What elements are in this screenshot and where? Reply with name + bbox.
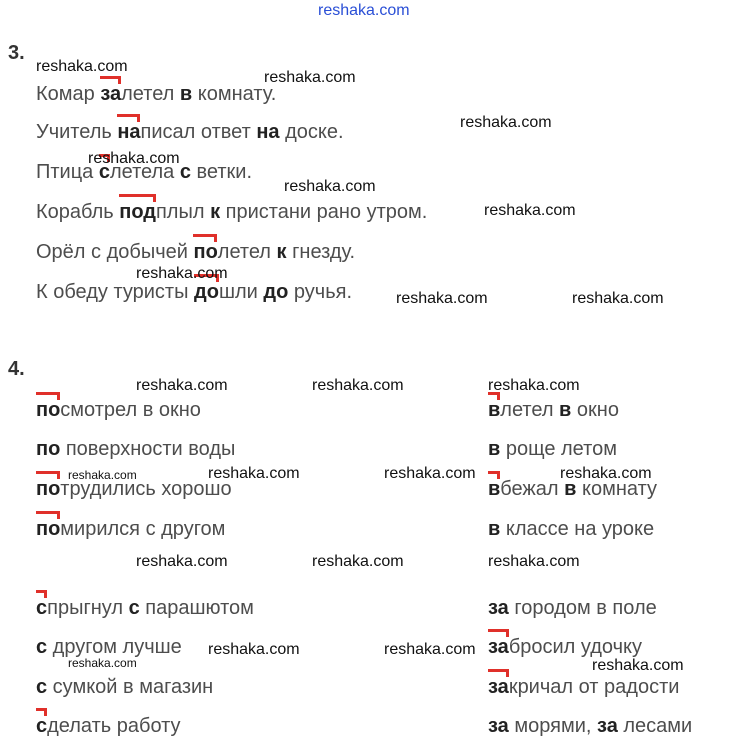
sentence-line [36, 675, 213, 699]
line-text: кричал от радости [508, 676, 680, 698]
sentence-line [36, 398, 201, 422]
prefix-mark [36, 708, 47, 716]
prefix-morpheme: в [488, 438, 501, 460]
line-text: летел [121, 83, 180, 105]
watermark: reshaka.com [36, 58, 128, 75]
prefix-mark [488, 669, 509, 677]
watermark: reshaka.com [312, 377, 404, 394]
line-text: бежал [500, 478, 565, 500]
watermark-top: reshaka.com [318, 2, 410, 19]
line-text: классе на уроке [500, 518, 655, 540]
preposition: до [263, 281, 289, 303]
line-text: Птица [36, 161, 99, 183]
preposition: с [179, 161, 191, 183]
sentence-line [36, 120, 344, 144]
watermark: reshaka.com [396, 290, 488, 307]
watermark: reshaka.com [136, 265, 228, 282]
line-text: летел [217, 241, 277, 263]
exercise-4-number: 4. [8, 358, 25, 380]
line-text: летела [109, 161, 180, 183]
line-text: окно [571, 399, 619, 421]
line-text: Учитель [36, 121, 118, 143]
prefix-morpheme: с [36, 636, 48, 658]
prefix-morpheme: в [488, 399, 501, 421]
line-text: ветки. [190, 161, 253, 183]
line-text: прыгнул [47, 597, 129, 619]
sentence-line [488, 437, 617, 461]
line-text: шли [218, 281, 264, 303]
sentence-line [36, 437, 235, 461]
sentence-line [488, 517, 654, 541]
watermark: reshaka.com [88, 150, 180, 167]
prefix-mark [488, 471, 500, 479]
line-text: трудились хорошо [60, 478, 232, 500]
watermark: reshaka.com [560, 465, 652, 482]
sentence-line [488, 675, 679, 699]
preposition: к [276, 241, 287, 263]
sentence-line [488, 596, 657, 620]
prefix-morpheme: с [36, 715, 48, 737]
sentence-line [36, 280, 352, 304]
line-text: сумкой в магазин [47, 676, 214, 698]
line-text: роще летом [500, 438, 617, 460]
watermark: reshaka.com [68, 656, 137, 670]
watermark: reshaka.com [572, 290, 664, 307]
prefix-morpheme: с [98, 161, 110, 183]
line-text: комнату. [192, 83, 277, 105]
prefix-mark [36, 590, 47, 598]
watermark: reshaka.com [284, 178, 376, 195]
sentence-line [488, 635, 642, 659]
line-text: К обеду туристы [36, 281, 195, 303]
prefix-mark [117, 114, 140, 122]
watermark: reshaka.com [384, 465, 476, 482]
sentence-line [488, 398, 619, 422]
prefix-mark [193, 234, 217, 242]
sentence-line [36, 714, 181, 738]
exercise-3-number: 3. [8, 42, 25, 64]
watermark: reshaka.com [460, 114, 552, 131]
prefix-mark [100, 76, 121, 84]
line-text: ручья. [288, 281, 353, 303]
watermark: reshaka.com [264, 69, 356, 86]
watermark: reshaka.com [68, 468, 137, 482]
prefix-morpheme: по [36, 438, 61, 460]
line-text: гнезду. [286, 241, 356, 263]
line-text: поверхности воды [60, 438, 236, 460]
prefix-morpheme: на [117, 121, 141, 143]
prefix-morpheme: в [488, 478, 501, 500]
prefix-morpheme: по [36, 399, 61, 421]
prefix-morpheme: до [194, 281, 219, 303]
sentence-line [36, 596, 254, 620]
watermark: reshaka.com [208, 465, 300, 482]
prefix-morpheme: с [36, 597, 48, 619]
watermark: reshaka.com [136, 553, 228, 570]
prefix-morpheme: за [488, 597, 509, 619]
preposition: с [128, 597, 140, 619]
watermark: reshaka.com [592, 657, 684, 674]
line-text: мирился с другом [60, 518, 226, 540]
prefix-morpheme: за [488, 636, 509, 658]
watermark: reshaka.com [488, 553, 580, 570]
sentence-line [36, 82, 276, 106]
preposition: в [564, 478, 577, 500]
line-text: морями, [508, 715, 598, 737]
prefix-morpheme: по [36, 518, 61, 540]
line-text: лесами [617, 715, 693, 737]
watermark: reshaka.com [136, 377, 228, 394]
watermark: reshaka.com [384, 641, 476, 658]
prefix-morpheme: по [36, 478, 61, 500]
prefix-morpheme: по [193, 241, 218, 263]
line-text: плыл [155, 201, 211, 223]
prefix-mark [36, 392, 60, 400]
prefix-mark [36, 471, 60, 479]
line-text: летел [500, 399, 560, 421]
prefix-morpheme: за [100, 83, 122, 105]
line-text: доске. [279, 121, 344, 143]
prefix-morpheme: в [488, 518, 501, 540]
preposition: в [559, 399, 572, 421]
sentence-line [36, 240, 355, 264]
watermark: reshaka.com [312, 553, 404, 570]
preposition: на [256, 121, 280, 143]
sentence-line [36, 200, 427, 224]
line-text: смотрел в окно [60, 399, 201, 421]
line-text: Комар [36, 83, 101, 105]
watermark: reshaka.com [488, 377, 580, 394]
prefix-mark [488, 629, 509, 637]
preposition: в [179, 83, 193, 105]
sentence-line [488, 714, 692, 738]
watermark: reshaka.com [208, 641, 300, 658]
line-text: другом лучше [47, 636, 182, 658]
line-text: Корабль [36, 201, 120, 223]
line-text: делать работу [47, 715, 181, 737]
watermark: reshaka.com [484, 202, 576, 219]
line-text: Орёл с добычей [36, 241, 194, 263]
prefix-mark [119, 194, 156, 202]
prefix-morpheme: за [488, 715, 509, 737]
line-text: писал ответ [140, 121, 257, 143]
sentence-line [36, 517, 225, 541]
line-text: бросил удочку [508, 636, 642, 658]
line-text: парашютом [139, 597, 254, 619]
prefix-morpheme: за [488, 676, 509, 698]
preposition: за [597, 715, 618, 737]
prefix-morpheme: под [119, 201, 156, 223]
line-text: комнату [576, 478, 657, 500]
preposition: к [210, 201, 221, 223]
line-text: городом в поле [508, 597, 657, 619]
line-text: пристани рано утром. [220, 201, 428, 223]
prefix-mark [36, 511, 60, 519]
prefix-morpheme: с [36, 676, 48, 698]
